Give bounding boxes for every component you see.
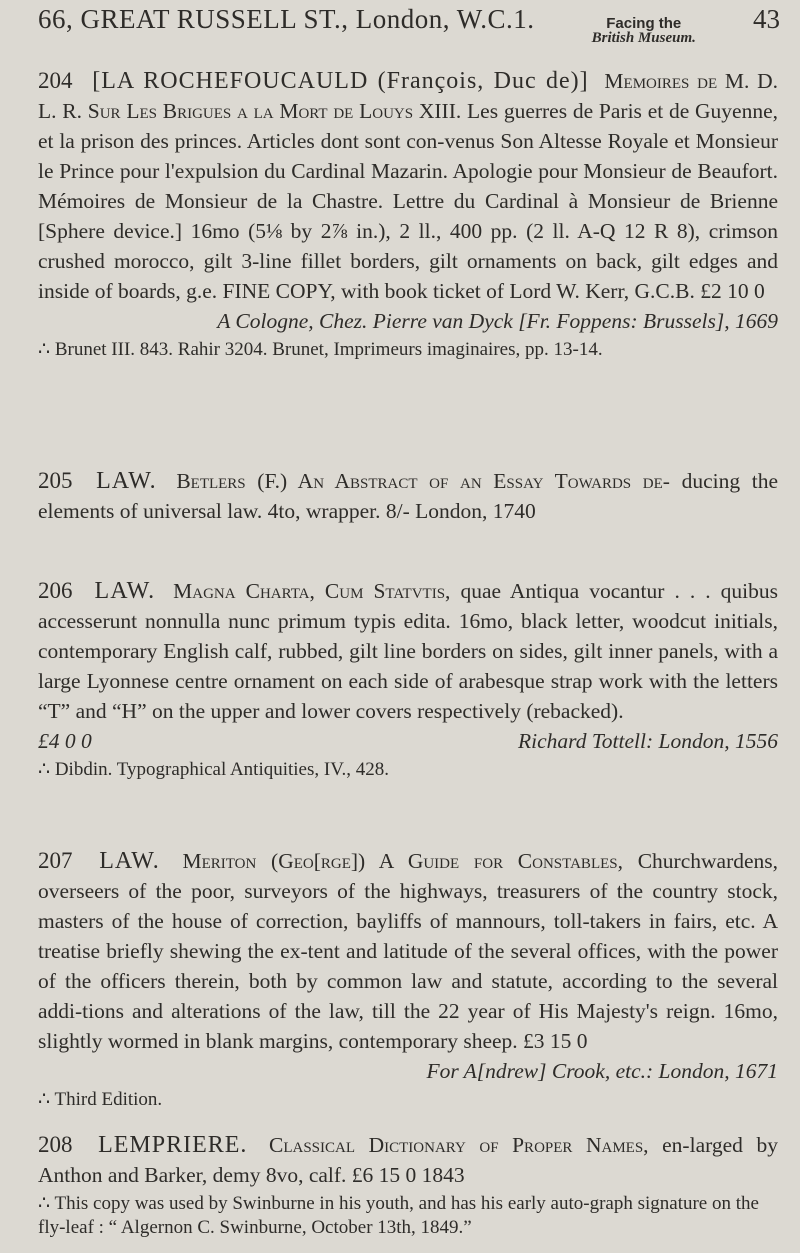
entry-body bbox=[38, 466, 778, 526]
entry-heading: LAW. bbox=[96, 468, 157, 494]
entry-description: ducing the elements of universal law. 4to, wrapper. 8/- London, 1740 bbox=[38, 469, 778, 523]
entry-number: 207 bbox=[38, 848, 73, 873]
entry-title: Classical Dictionary of Proper Names, bbox=[269, 1133, 649, 1157]
entry-207 bbox=[38, 846, 778, 1112]
entry-title: Magna Charta, Cum Statvtis, bbox=[173, 579, 451, 603]
page-number: 43 bbox=[753, 4, 780, 34]
entry-note: ∴ Dibdin. Typographical Antiquities, IV., 428. bbox=[38, 759, 389, 780]
header-address: 66, GREAT RUSSELL ST., London, W.C.1. bbox=[38, 4, 535, 34]
entry-body bbox=[38, 1130, 778, 1190]
facing-line-2: British Museum. bbox=[591, 30, 696, 46]
entry-description: Les guerres de Paris et de Guyenne, et la prison des princes. Articles dont sont con-venus Son Altesse Royale et Monsieur le Prince pour l'expulsion du Cardinal Mazarin. Apologie pour Monsieur de Beaufort. Mémoires de Monsieur de la Chastre. Lettre du Cardinal à Monsieur de Brienne [Sphere device.] 16mo (5⅛ by 2⅞ in.), 2 ll., 400 pp. (2 ll. A-Q 12 R 8), crimson crushed morocco, gilt 3-line fillet borders, gilt ornaments on back, gilt edges and inside of boards, g.e. FINE COPY, with book ticket of Lord W. Kerr, G.C.B. £2 10 0 bbox=[38, 99, 779, 303]
entry-heading: LEMPRIERE. bbox=[98, 1132, 248, 1158]
entry-note: ∴ This copy was used by Swinburne in his youth, and has his early auto-graph signature on the fly-leaf : “ Algernon C. Swinburne, October 13th, 1849.” bbox=[38, 1193, 759, 1238]
entry-205 bbox=[38, 466, 778, 526]
entry-title: Betlers (F.) An Abstract of an Essay Towards de- bbox=[176, 469, 670, 493]
entry-body bbox=[38, 66, 778, 306]
entry-imprint: For A[ndrew] Crook, etc.: London, 1671 bbox=[426, 1059, 778, 1083]
entry-price: £4 0 0 bbox=[38, 729, 92, 753]
entry-imprint: Richard Tottell: London, 1556 bbox=[517, 729, 778, 753]
entry-number: 205 bbox=[38, 468, 73, 493]
entry-number: 206 bbox=[38, 578, 73, 603]
entry-title: Memoires de M. D. L. R. Sur Les Brigues a la Mort de Louys XIII. bbox=[38, 69, 778, 123]
entry-title: Meriton (Geo[rge]) A Guide for Constables, bbox=[182, 849, 623, 873]
entry-heading: [LA ROCHEFOUCAULD (François, Duc de)] bbox=[92, 68, 589, 94]
entry-note: ∴ Third Edition. bbox=[38, 1089, 163, 1110]
entry-description: en-larged by Anthon and Barker, demy 8vo, calf. £6 15 0 1843 bbox=[38, 1133, 778, 1187]
entry-price-imprint-row bbox=[38, 726, 778, 756]
entry-206 bbox=[38, 576, 778, 782]
facing-line-1: Facing the bbox=[606, 15, 682, 32]
entry-note: ∴ Brunet III. 843. Rahir 3204. Brunet, Imprimeurs imaginaires, pp. 13-14. bbox=[38, 339, 603, 360]
page-header bbox=[38, 4, 780, 48]
entry-number: 208 bbox=[38, 1132, 73, 1157]
entry-body bbox=[38, 846, 778, 1056]
header-facing-note bbox=[592, 16, 696, 46]
entry-heading: LAW. bbox=[94, 578, 156, 604]
entry-body bbox=[38, 576, 778, 726]
entry-description: quae Antiqua vocantur . . . quibus accesserunt nonnulla nunc primum typis edita. 16mo, black letter, woodcut initials, contemporary English calf, rubbed, gilt line borders on sides, gilt inner panels, with a large Lyonnese centre ornament on each side of arabesque strap work with the letters “T” and “H” on the upper and lower covers respectively (rebacked). bbox=[38, 579, 779, 723]
entry-208 bbox=[38, 1130, 778, 1240]
entry-description: Churchwardens, overseers of the poor, surveyors of the highways, treasurers of the country stock, masters of the house of correction, bayliffs of mannours, toll-takers in fairs, etc. A treatise briefly shewing the ex-tent and latitude of the several offices, with the power of the officers therein, both by common law and statute, according to the several addi-tions and alterations of the law, till the 22 year of His Majesty's reign. 16mo, slightly wormed in blank margins, contemporary sheep. £3 15 0 bbox=[38, 849, 779, 1053]
entry-imprint: A Cologne, Chez. Pierre van Dyck [Fr. Foppens: Brussels], 1669 bbox=[217, 309, 778, 333]
entry-heading: LAW. bbox=[99, 848, 160, 874]
entry-number: 204 bbox=[38, 68, 73, 93]
entry-204 bbox=[38, 66, 778, 362]
